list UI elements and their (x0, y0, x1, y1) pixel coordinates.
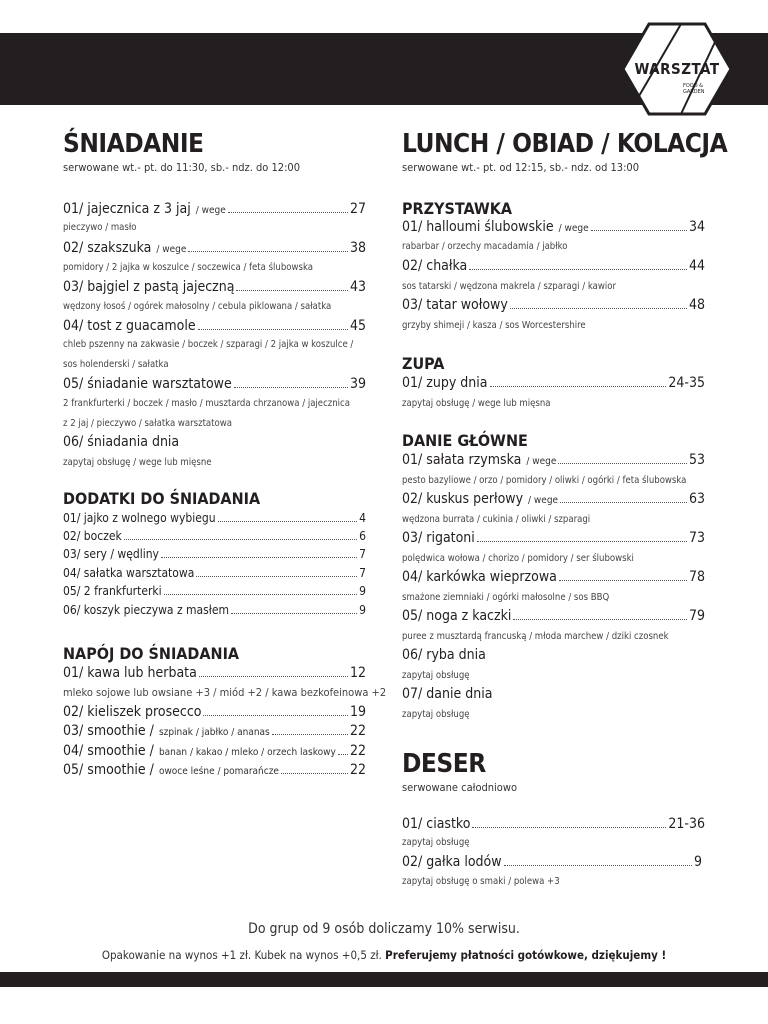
item-description: mleko sojowe lub owsiane +3 / miód +2 / kawa bezkofeinowa +2 (63, 686, 387, 699)
menu-item: 05/ śniadanie warsztatowe 39 (63, 376, 366, 392)
menu-item: 01/ jajecznica z 3 jaj / wege 27 (63, 201, 366, 217)
takeaway-note (0, 948, 768, 962)
menu-item: 03/ bajgiel z pastą jajeczną 43 (63, 279, 366, 295)
extras-title: DODATKI DO ŚNIADANIA (63, 489, 261, 508)
menu-item: 01/ zupy dnia 24-35 (402, 375, 705, 391)
menu-item: 02/ szakszuka / wege 38 (63, 240, 366, 256)
payment-preference: Preferujemy płatności gotówkowe, dziękujemy ! (385, 948, 667, 962)
mains-title: DANIE GŁÓWNE (402, 431, 528, 450)
item-description: smażone ziemniaki / ogórki małosolne / sos BBQ (402, 592, 610, 603)
menu-item: 03/ tatar wołowy 48 (402, 297, 705, 313)
menu-item: 05/ noga z kaczki 79 (402, 608, 705, 624)
item-description: pesto bazyliowe / orzo / pomidory / oliwki / ogórki / feta ślubowska (402, 475, 687, 486)
menu-item: 06/ ryba dnia (402, 647, 486, 663)
logo-subtext: FOOD & GARDEN (683, 83, 705, 95)
service-charge-note: Do grup od 9 osób doliczamy 10% serwisu. (248, 921, 520, 937)
item-description: wędzony łosoś / ogórek małosolny / cebula piklowana / sałatka (63, 301, 332, 312)
item-description: wędzona burrata / cukinia / oliwki / szparagi (402, 514, 591, 525)
menu-item: 05/ 2 frankfurterki 9 (63, 584, 366, 598)
dessert-subtitle: serwowane całodniowo (402, 781, 518, 794)
takeaway-fees: Opakowanie na wynos +1 zł. Kubek na wynos +0,5 zł. (101, 948, 386, 962)
drinks-title: NAPÓJ DO ŚNIADANIA (63, 644, 240, 663)
lunch-title: LUNCH / OBIAD / KOLACJA (402, 129, 728, 159)
starter-title: PRZYSTAWKA (402, 199, 513, 218)
item-description: pomidory / 2 jajka w koszulce / soczewica / feta ślubowska (63, 262, 313, 273)
menu-item: 06/ koszyk pieczywa z masłem 9 (63, 603, 366, 617)
menu-item: 03/ smoothie / szpinak / jabłko / ananas 22 (63, 723, 366, 739)
menu-item: 01/ halloumi ślubowskie / wege 34 (402, 219, 705, 235)
item-description: puree z musztardą francuską / młoda marchew / dziki czosnek (402, 631, 669, 642)
item-description: zapytaj obsługę (402, 709, 470, 720)
menu-item: 02/ gałka lodów 9 (402, 854, 702, 870)
item-description: zapytaj obsługę (402, 837, 470, 848)
soup-title: ZUPA (402, 354, 445, 373)
menu-item: 02/ chałka 44 (402, 258, 705, 274)
menu-item: 04/ smoothie / banan / kakao / mleko / orzech laskowy 22 (63, 743, 366, 759)
menu-item: 05/ smoothie / owoce leśne / pomarańcze 22 (63, 762, 366, 778)
menu-item: 02/ kuskus perłowy / wege 63 (402, 491, 705, 507)
menu-item: 02/ kieliszek prosecco 19 (63, 704, 366, 720)
menu-item: 02/ boczek 6 (63, 529, 366, 543)
footer-bar (0, 972, 768, 987)
item-description: zapytaj obsługę / wege lub mięsna (402, 398, 551, 409)
item-description: sos holenderski / sałatka (63, 359, 169, 370)
item-description: zapytaj obsługę o smaki / polewa +3 (402, 876, 560, 887)
menu-item: 04/ tost z guacamole 45 (63, 318, 366, 334)
item-description: zapytaj obsługę / wege lub mięsne (63, 457, 212, 468)
lunch-subtitle: serwowane wt.- pt. od 12:15, sb.- ndz. od 13:00 (402, 161, 640, 174)
menu-item: 01/ sałata rzymska / wege 53 (402, 452, 705, 468)
menu-item: 04/ sałatka warsztatowa 7 (63, 566, 366, 580)
menu-item: 06/ śniadania dnia (63, 434, 180, 450)
menu-item: 01/ kawa lub herbata 12 (63, 665, 366, 681)
item-description: polędwica wołowa / chorizo / pomidory / ser ślubowski (402, 553, 634, 564)
item-description: zapytaj obsługę (402, 670, 470, 681)
item-description: rabarbar / orzechy macadamia / jabłko (402, 241, 568, 252)
item-description: z 2 jaj / pieczywo / sałatka warsztatowa (63, 418, 232, 429)
menu-item: 04/ karkówka wieprzowa 78 (402, 569, 705, 585)
item-description: pieczywo / masło (63, 222, 137, 233)
menu-item: 01/ ciastko 21-36 (402, 816, 705, 832)
item-description: grzyby shimeji / kasza / sos Worcestershire (402, 320, 586, 331)
item-description: sos tatarski / wędzona makrela / szparagi / kawior (402, 281, 616, 292)
menu-item: 07/ danie dnia (402, 686, 493, 702)
item-description: 2 frankfurterki / boczek / masło / musztarda chrzanowa / jajecznica (63, 398, 350, 409)
dessert-title: DESER (402, 749, 486, 779)
breakfast-title: ŚNIADANIE (63, 129, 204, 159)
menu-item: 03/ rigatoni 73 (402, 530, 705, 546)
warsztat-logo (621, 20, 733, 118)
menu-item: 03/ sery / wędliny 7 (63, 547, 366, 561)
item-description: chleb pszenny na zakwasie / boczek / szparagi / 2 jajka w koszulce / (63, 339, 354, 350)
logo-wordmark: WARSZTAT (634, 60, 720, 78)
breakfast-subtitle: serwowane wt.- pt. do 11:30, sb.- ndz. do 12:00 (63, 161, 301, 174)
menu-item: 01/ jajko z wolnego wybiegu 4 (63, 511, 366, 525)
